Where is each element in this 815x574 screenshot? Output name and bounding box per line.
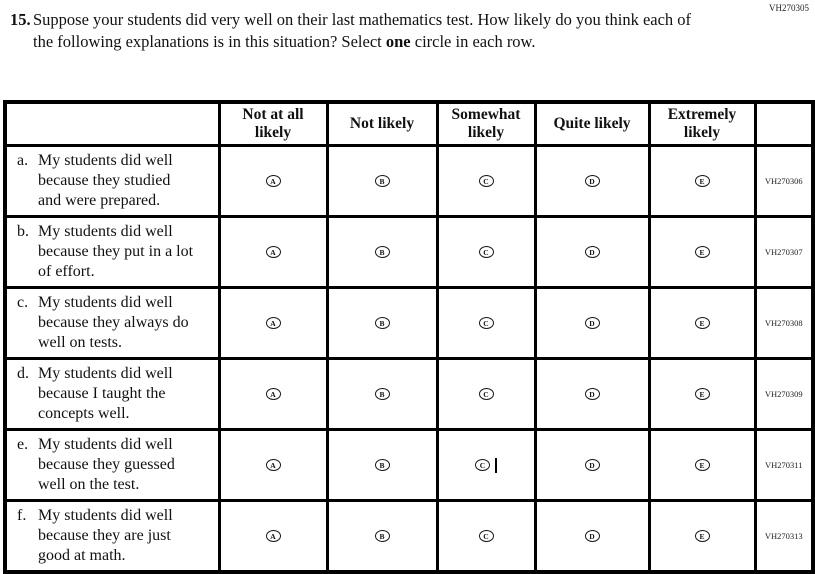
radio-circle-b[interactable]: B [375,388,390,400]
statement-text: My students did well because they guessed well on the test. [38,436,175,493]
item-code: VH270306 [755,146,813,217]
radio-circle-b[interactable]: B [375,459,390,471]
table-row-a [5,146,813,217]
radio-circle-b[interactable]: B [375,246,390,258]
empty-code-header [755,102,813,146]
item-code: VH270308 [755,288,813,359]
row-letter: f. [17,507,27,524]
radio-circle-d[interactable]: D [585,530,600,542]
statement-cell [5,217,219,288]
text-cursor [495,458,497,473]
statement-text: My students did well because they are just good at math. [38,507,173,564]
question-text-bold: one [385,32,411,51]
column-header-somewhat-likely: Somewhat likely [437,102,535,146]
statement-text: My students did well because they always do well on tests. [38,294,189,351]
question-block [10,9,701,53]
row-letter: a. [17,152,29,169]
radio-circle-e[interactable]: E [695,317,710,329]
column-header-extremely-likely: Extremely likely [649,102,755,146]
radio-circle-b[interactable]: B [375,530,390,542]
row-letter: e. [17,436,29,453]
radio-circle-d[interactable]: D [585,317,600,329]
column-header-not-at-all-likely: Not at all likely [219,102,327,146]
radio-circle-e[interactable]: E [695,388,710,400]
item-code: VH270309 [755,359,813,430]
row-letter: c. [17,294,29,311]
radio-circle-b[interactable]: B [375,317,390,329]
question-text [33,9,701,53]
radio-circle-d[interactable]: D [585,175,600,187]
statement-cell [5,359,219,430]
radio-circle-d[interactable]: D [585,388,600,400]
row-letter: b. [17,223,29,240]
radio-circle-e[interactable]: E [695,175,710,187]
table-row-e [5,430,813,501]
radio-circle-a[interactable]: A [266,388,281,400]
radio-circle-c[interactable]: C [479,246,494,258]
statement-cell [5,146,219,217]
likert-table [3,100,815,574]
item-code: VH270307 [755,217,813,288]
empty-statement-header [5,102,219,146]
table-row-f [5,501,813,573]
radio-circle-c[interactable]: C [479,388,494,400]
radio-circle-a[interactable]: A [266,459,281,471]
table-row-c [5,288,813,359]
radio-circle-c[interactable]: C [479,530,494,542]
header-row [5,102,813,146]
statement-text: My students did well because they studied and were prepared. [38,152,173,209]
table-row-b [5,217,813,288]
statement-cell [5,501,219,573]
question-text-after: circle in each row. [410,32,536,51]
radio-circle-a[interactable]: A [266,175,281,187]
question-text-before: Suppose your students did very well on their last mathematics test. How likely do you think each of the following explanations is in this situation? Select [33,10,692,51]
radio-circle-c[interactable]: C [475,459,490,471]
radio-circle-e[interactable]: E [695,530,710,542]
radio-circle-c[interactable]: C [479,317,494,329]
question-number: 15. [10,10,31,29]
radio-circle-a[interactable]: A [266,317,281,329]
radio-circle-e[interactable]: E [695,246,710,258]
radio-circle-c[interactable]: C [479,175,494,187]
item-code: VH270311 [755,430,813,501]
radio-circle-b[interactable]: B [375,175,390,187]
form-code: VH270305 [769,3,809,13]
radio-circle-a[interactable]: A [266,530,281,542]
item-code: VH270313 [755,501,813,573]
radio-circle-e[interactable]: E [695,459,710,471]
statement-text: My students did well because they put in a lot of effort. [38,223,194,280]
statement-cell [5,288,219,359]
table-row-d [5,359,813,430]
radio-circle-a[interactable]: A [266,246,281,258]
column-header-not-likely: Not likely [327,102,437,146]
radio-circle-d[interactable]: D [585,459,600,471]
column-header-quite-likely: Quite likely [535,102,649,146]
statement-cell [5,430,219,501]
statement-text: My students did well because I taught the concepts well. [38,365,173,422]
row-letter: d. [17,365,29,382]
radio-circle-d[interactable]: D [585,246,600,258]
